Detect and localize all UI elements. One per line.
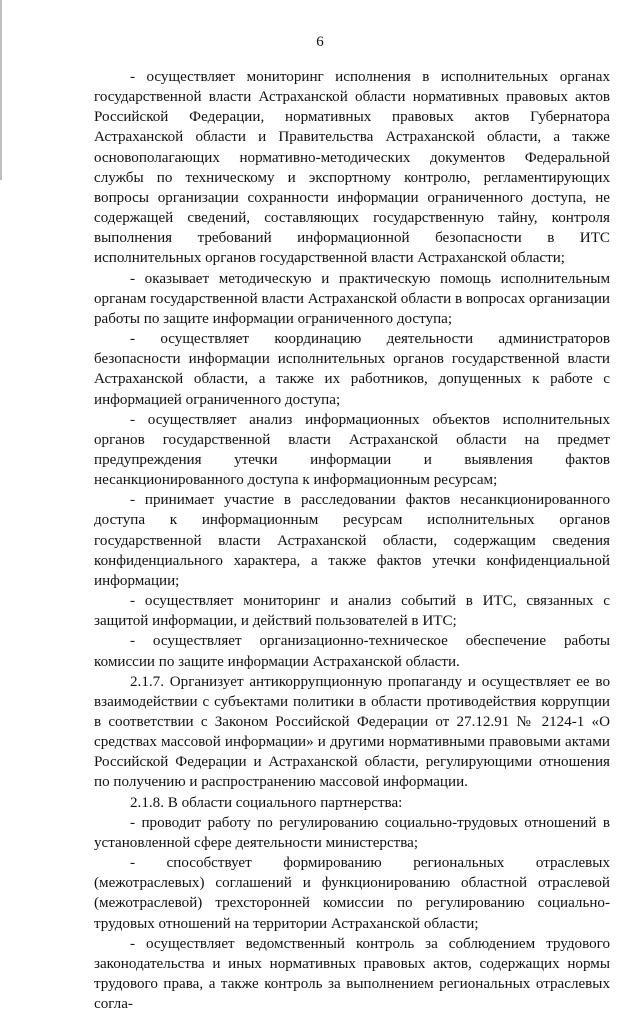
paragraph-coordination: - осуществляет координацию деятельности администраторов безопасности информации исполнительных органов государственной власти Астраханской области, а также их работников, допущенных к работе с информацией ограниченного доступа;: [94, 331, 610, 408]
page-number: 6: [316, 34, 324, 50]
paragraph-monitoring-npa: - осуществляет мониторинг исполнения в исполнительных органах государственной власти Астраханской области нормативных правовых актов Российской Федерации, нормативных правовых актов Губернатора Астраханской области и Правительства Астраханской области, а также основополагающих нормативно-методических документов Федеральной службы по техническому и экспортному контролю, регламентирующих вопросы организации сохранности информации ограниченного доступа, не содержащей сведений, составляющих государственную тайну, контроля выполнения требований информационной безопасности в ИТС исполнительных органов государственной власти Астраханской области;: [94, 69, 610, 267]
document-body: [94, 67, 610, 1014]
paragraph-2-1-7: 2.1.7. Организует антикоррупционную пропаганду и осуществляет ее во взаимодействии с субъектами политики в области противодействия коррупции в соответствии с Законом Российской Федерации от 27.12.91 № 2124-1 «О средствах массовой информации» и другими нормативными правовыми актами Российской Федерации и Астраханской области, регулирующими отношения по получению и распространению массовой информации.: [94, 673, 610, 791]
scan-edge-line: [0, 0, 2, 180]
paragraph-agreements: - способствует формированию региональных отраслевых (межотраслевых) соглашений и функционированию областной отраслевой (межотраслевой) трехсторонней комиссии по регулированию социально-трудовых отношений на территории Астраханской области;: [94, 855, 610, 932]
paragraph-labor-relations: - проводит работу по регулированию социально-трудовых отношений в установленной сфере деятельности министерства;: [94, 814, 610, 851]
paragraph-analysis: - осуществляет анализ информационных объектов исполнительных органов государственной власти Астраханской области на предмет предупреждения утечки информации и выявления фактов несанкционированного доступа к информационным ресурсам;: [94, 411, 610, 489]
paragraph-control: - осуществляет ведомственный контроль за соблюдением трудового законодательства и иных нормативных правовых актов, содержащих нормы трудового права, а также контроль за выполнением региональных отраслевых согла-: [94, 935, 610, 1013]
paragraph-investigation: - принимает участие в расследовании фактов несанкционированного доступа к информационным ресурсам исполнительных органов государственной власти Астраханской области, содержащим сведения конфиденциального характера, а также фактов утечки конфиденциальной информации;: [94, 492, 610, 589]
paragraph-event-monitoring: - осуществляет мониторинг и анализ событий в ИТС, связанных с защитой информации, и действий пользователей в ИТС;: [94, 593, 610, 630]
paragraph-2-1-8: 2.1.8. В области социального партнерства:: [130, 794, 403, 811]
paragraph-methodical-help: - оказывает методическую и практическую помощь исполнительным органам государственной власти Астраханской области в вопросах организации работы по защите информации ограниченного доступа;: [94, 270, 610, 327]
paragraph-commission-support: - осуществляет организационно-техническое обеспечение работы комиссии по защите информации Астраханской области.: [94, 633, 610, 670]
